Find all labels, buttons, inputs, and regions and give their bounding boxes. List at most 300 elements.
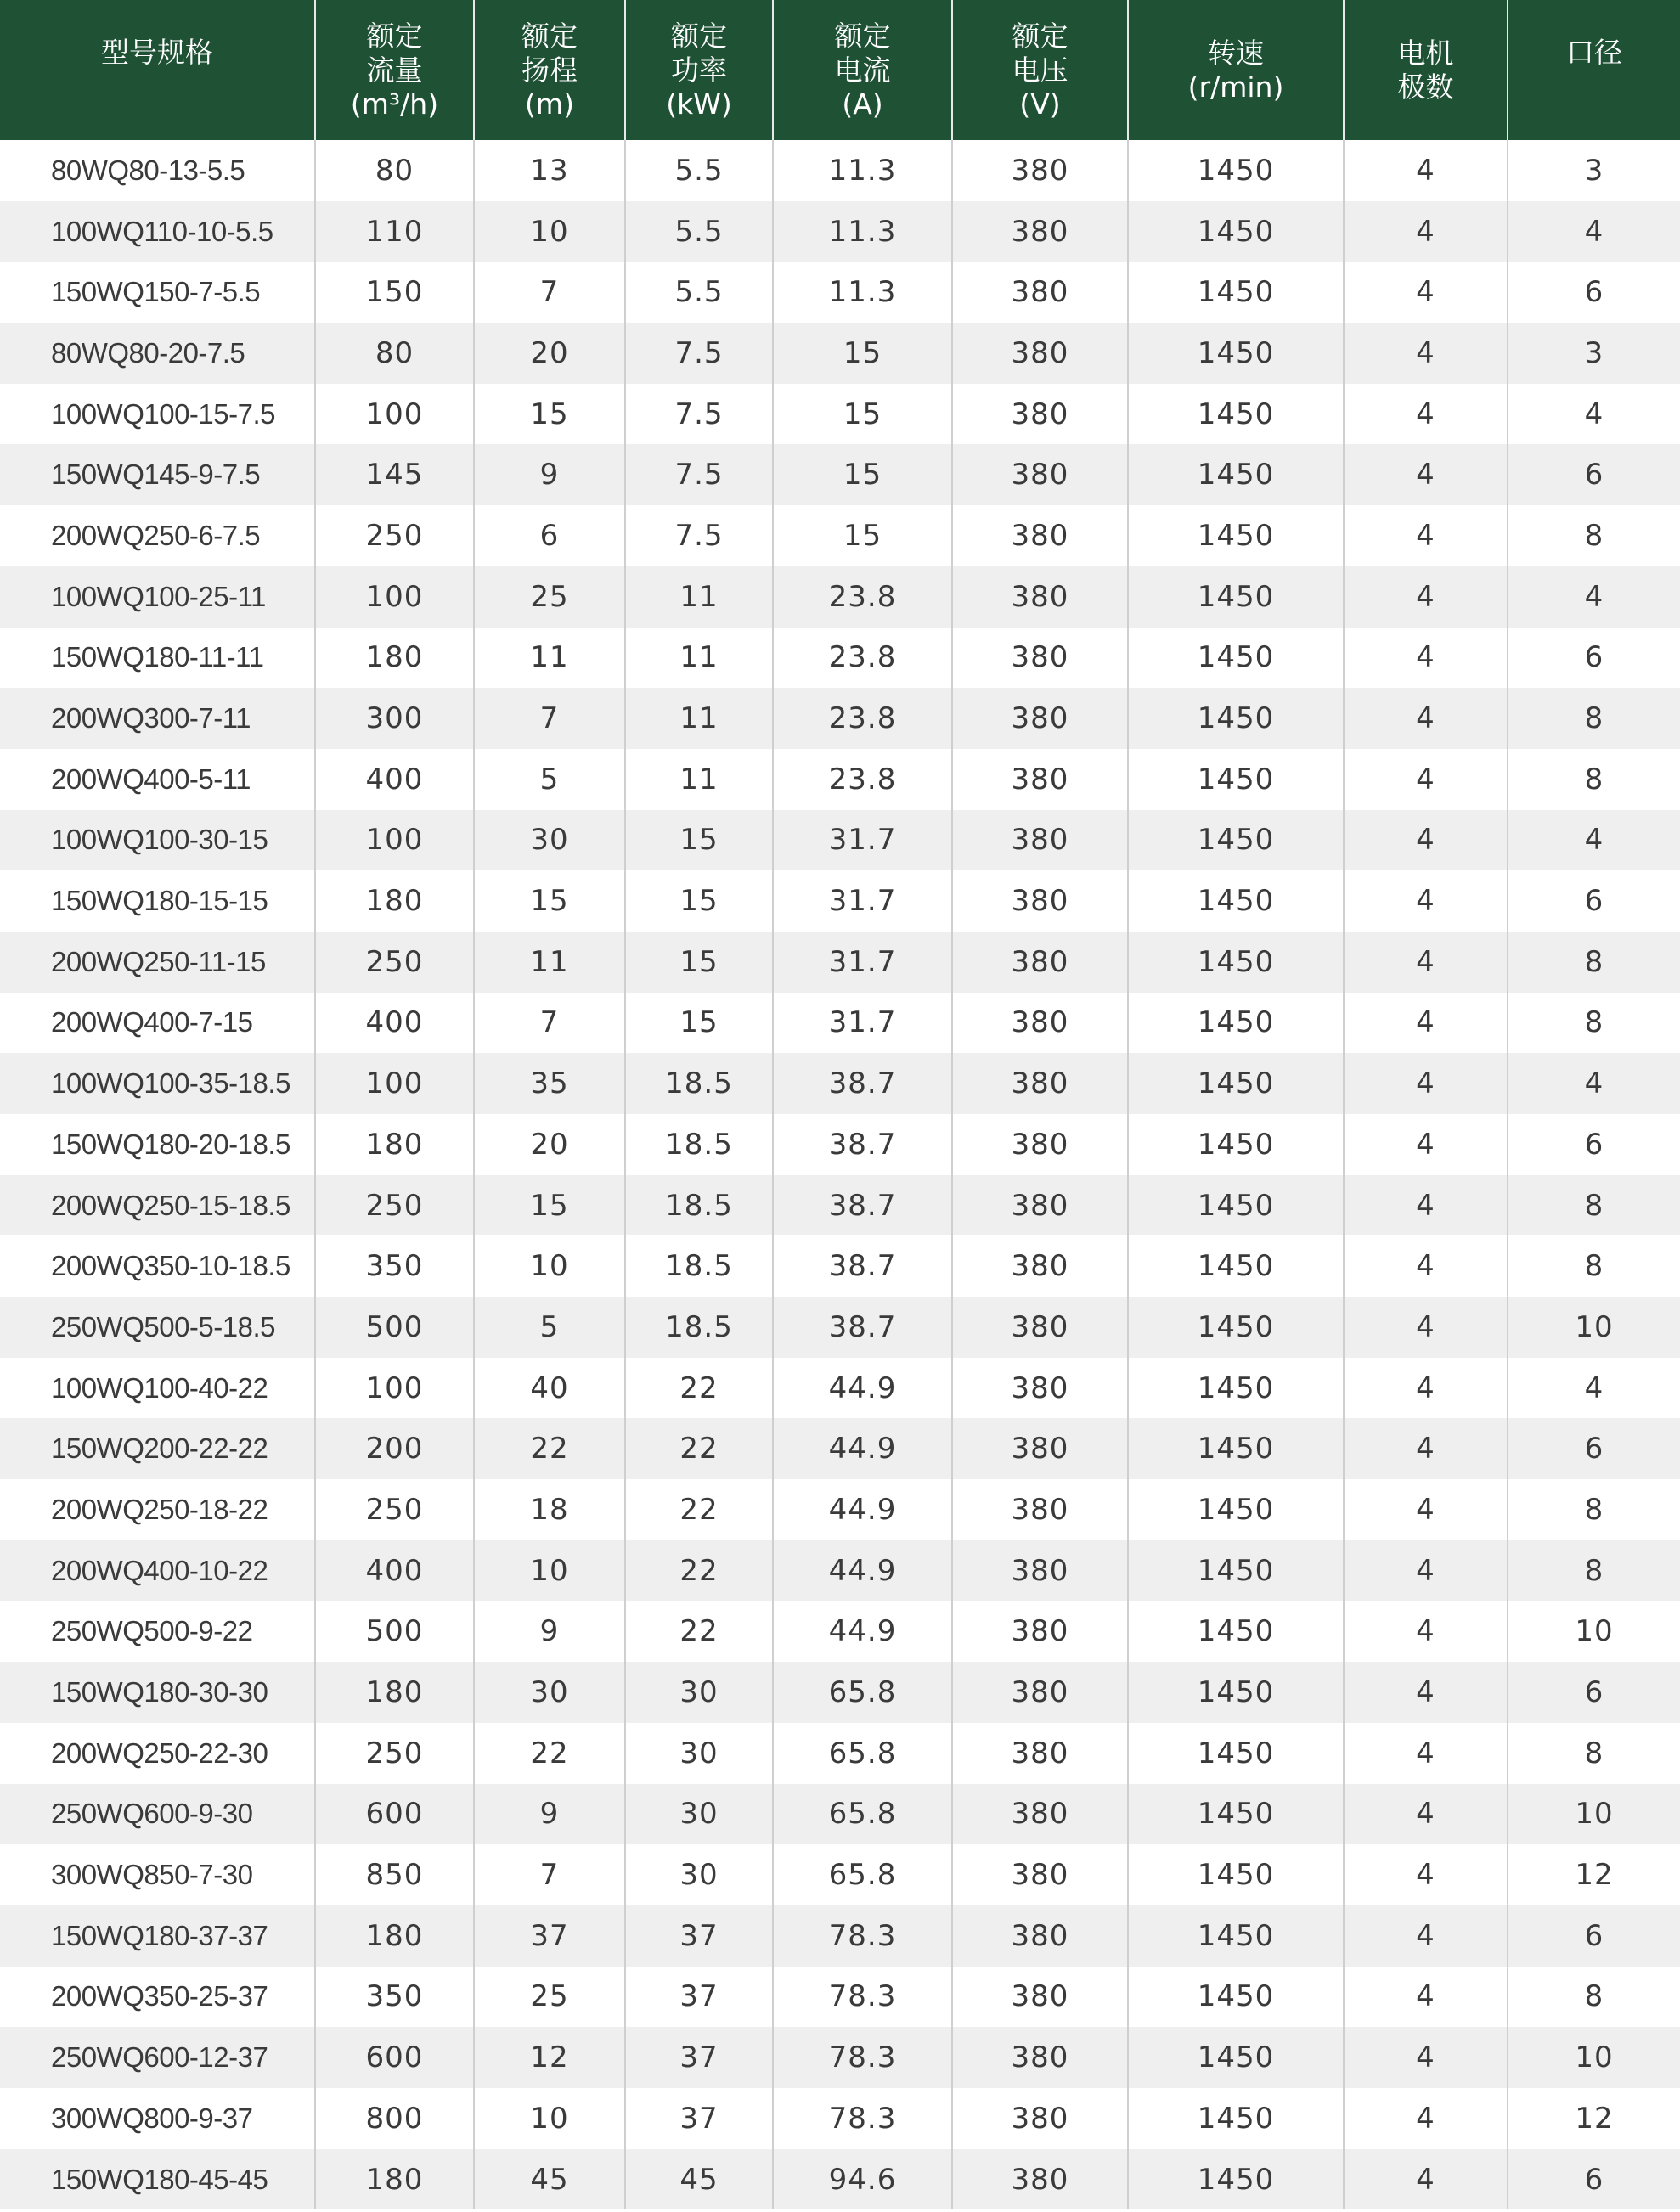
cell-voltage: 380: [952, 1784, 1128, 1845]
cell-power: 5.5: [625, 201, 773, 262]
table-row: [0, 505, 1680, 566]
cell-power: 37: [625, 2027, 773, 2088]
cell-model: 150WQ180-37-37: [0, 1905, 315, 1967]
header-model: [0, 0, 315, 140]
cell-diameter: 8: [1508, 1175, 1680, 1236]
header-label-line: 功率: [671, 53, 727, 87]
cell-model: 250WQ500-9-22: [0, 1601, 315, 1663]
cell-speed: 1450: [1128, 1418, 1344, 1479]
header-label-line: 扬程: [521, 53, 578, 87]
cell-model: 150WQ200-22-22: [0, 1418, 315, 1479]
cell-power: 11: [625, 749, 773, 810]
header-label-line: 额定: [521, 19, 578, 53]
cell-poles: 4: [1344, 1358, 1508, 1419]
cell-model: 250WQ500-5-18.5: [0, 1297, 315, 1358]
cell-voltage: 380: [952, 1723, 1128, 1784]
cell-poles: 4: [1344, 2088, 1508, 2149]
cell-poles: 4: [1344, 1723, 1508, 1784]
cell-voltage: 380: [952, 505, 1128, 566]
cell-power: 18.5: [625, 1053, 773, 1114]
cell-power: 30: [625, 1723, 773, 1784]
cell-power: 30: [625, 1784, 773, 1845]
cell-voltage: 380: [952, 1844, 1128, 1905]
cell-current: 38.7: [773, 1297, 952, 1358]
cell-voltage: 380: [952, 1235, 1128, 1297]
cell-flow: 800: [315, 2088, 474, 2149]
cell-speed: 1450: [1128, 628, 1344, 689]
cell-model: 150WQ180-20-18.5: [0, 1114, 315, 1175]
cell-flow: 400: [315, 993, 474, 1054]
cell-model: 100WQ100-30-15: [0, 810, 315, 871]
cell-speed: 1450: [1128, 201, 1344, 262]
cell-diameter: 8: [1508, 1479, 1680, 1540]
table-row: [0, 1235, 1680, 1297]
cell-head: 40: [474, 1358, 625, 1419]
cell-model: 80WQ80-20-7.5: [0, 323, 315, 384]
cell-speed: 1450: [1128, 1175, 1344, 1236]
cell-model: 100WQ110-10-5.5: [0, 201, 315, 262]
cell-poles: 4: [1344, 688, 1508, 749]
cell-poles: 4: [1344, 566, 1508, 628]
table-row: [0, 566, 1680, 628]
header-label-line: (A): [842, 87, 883, 121]
cell-flow: 180: [315, 1114, 474, 1175]
header-label-line: (m): [525, 87, 574, 121]
header-label-line: 流量: [366, 53, 423, 87]
cell-diameter: 4: [1508, 566, 1680, 628]
cell-speed: 1450: [1128, 140, 1344, 201]
table-row: [0, 2088, 1680, 2149]
cell-flow: 100: [315, 810, 474, 871]
cell-speed: 1450: [1128, 384, 1344, 445]
cell-current: 31.7: [773, 993, 952, 1054]
cell-speed: 1450: [1128, 810, 1344, 871]
cell-current: 44.9: [773, 1540, 952, 1601]
cell-diameter: 8: [1508, 1723, 1680, 1784]
header-rated-flow: [315, 0, 474, 140]
cell-flow: 180: [315, 628, 474, 689]
cell-voltage: 380: [952, 1967, 1128, 2028]
cell-speed: 1450: [1128, 1540, 1344, 1601]
cell-speed: 1450: [1128, 1297, 1344, 1358]
cell-current: 15: [773, 505, 952, 566]
cell-head: 10: [474, 201, 625, 262]
cell-head: 5: [474, 749, 625, 810]
cell-diameter: 12: [1508, 2088, 1680, 2149]
cell-flow: 150: [315, 262, 474, 323]
header-label-line: 电流: [834, 53, 891, 87]
cell-power: 18.5: [625, 1297, 773, 1358]
cell-head: 7: [474, 262, 625, 323]
cell-voltage: 380: [952, 444, 1128, 505]
cell-model: 100WQ100-35-18.5: [0, 1053, 315, 1114]
cell-poles: 4: [1344, 323, 1508, 384]
cell-voltage: 380: [952, 932, 1128, 993]
cell-speed: 1450: [1128, 1114, 1344, 1175]
cell-diameter: 4: [1508, 201, 1680, 262]
header-rated-current: [773, 0, 952, 140]
table-row: [0, 628, 1680, 689]
cell-poles: 4: [1344, 1601, 1508, 1663]
cell-flow: 180: [315, 870, 474, 932]
cell-voltage: 380: [952, 1601, 1128, 1663]
cell-flow: 400: [315, 749, 474, 810]
cell-head: 45: [474, 2149, 625, 2210]
cell-current: 94.6: [773, 2149, 952, 2210]
cell-current: 38.7: [773, 1235, 952, 1297]
cell-speed: 1450: [1128, 444, 1344, 505]
table-row: [0, 1053, 1680, 1114]
cell-poles: 4: [1344, 505, 1508, 566]
cell-head: 9: [474, 444, 625, 505]
cell-model: 200WQ250-18-22: [0, 1479, 315, 1540]
cell-voltage: 380: [952, 1662, 1128, 1723]
table-row: [0, 384, 1680, 445]
cell-current: 23.8: [773, 566, 952, 628]
header-rated-voltage: [952, 0, 1128, 140]
cell-voltage: 380: [952, 384, 1128, 445]
cell-voltage: 380: [952, 870, 1128, 932]
cell-poles: 4: [1344, 1297, 1508, 1358]
header-diameter: [1508, 0, 1680, 140]
cell-diameter: 8: [1508, 688, 1680, 749]
cell-head: 7: [474, 1844, 625, 1905]
cell-speed: 1450: [1128, 688, 1344, 749]
cell-head: 10: [474, 1235, 625, 1297]
cell-head: 7: [474, 688, 625, 749]
cell-diameter: 8: [1508, 1540, 1680, 1601]
cell-current: 78.3: [773, 1905, 952, 1967]
cell-model: 80WQ80-13-5.5: [0, 140, 315, 201]
cell-power: 22: [625, 1358, 773, 1419]
header-motor-poles: [1344, 0, 1508, 140]
cell-model: 250WQ600-12-37: [0, 2027, 315, 2088]
cell-power: 15: [625, 932, 773, 993]
cell-flow: 350: [315, 1235, 474, 1297]
cell-head: 7: [474, 993, 625, 1054]
cell-poles: 4: [1344, 810, 1508, 871]
table-row: [0, 1358, 1680, 1419]
cell-voltage: 380: [952, 201, 1128, 262]
cell-model: 300WQ800-9-37: [0, 2088, 315, 2149]
table-row: [0, 1114, 1680, 1175]
cell-voltage: 380: [952, 262, 1128, 323]
cell-head: 30: [474, 810, 625, 871]
cell-poles: 4: [1344, 384, 1508, 445]
cell-poles: 4: [1344, 1905, 1508, 1967]
cell-model: 200WQ250-22-30: [0, 1723, 315, 1784]
cell-head: 13: [474, 140, 625, 201]
table-row: [0, 2027, 1680, 2088]
cell-voltage: 380: [952, 2027, 1128, 2088]
cell-poles: 4: [1344, 1540, 1508, 1601]
cell-poles: 4: [1344, 1784, 1508, 1845]
cell-head: 10: [474, 1540, 625, 1601]
cell-poles: 4: [1344, 2149, 1508, 2210]
cell-poles: 4: [1344, 1418, 1508, 1479]
cell-model: 150WQ180-15-15: [0, 870, 315, 932]
cell-head: 30: [474, 1662, 625, 1723]
cell-speed: 1450: [1128, 2149, 1344, 2210]
cell-poles: 4: [1344, 1114, 1508, 1175]
header-label-line: (kW): [666, 87, 732, 121]
cell-flow: 80: [315, 323, 474, 384]
cell-speed: 1450: [1128, 1053, 1344, 1114]
cell-current: 23.8: [773, 688, 952, 749]
cell-head: 35: [474, 1053, 625, 1114]
cell-voltage: 380: [952, 566, 1128, 628]
header-label-line: 额定: [1012, 19, 1068, 53]
table-body: [0, 140, 1680, 2209]
cell-current: 15: [773, 384, 952, 445]
cell-flow: 250: [315, 1175, 474, 1236]
cell-power: 37: [625, 1967, 773, 2028]
cell-current: 31.7: [773, 870, 952, 932]
cell-model: 150WQ180-45-45: [0, 2149, 315, 2210]
cell-poles: 4: [1344, 1175, 1508, 1236]
cell-diameter: 6: [1508, 1662, 1680, 1723]
cell-power: 22: [625, 1418, 773, 1479]
table-row: [0, 140, 1680, 201]
cell-head: 25: [474, 1967, 625, 2028]
table-row: [0, 1844, 1680, 1905]
cell-poles: 4: [1344, 2027, 1508, 2088]
cell-diameter: 10: [1508, 1784, 1680, 1845]
cell-flow: 80: [315, 140, 474, 201]
cell-current: 11.3: [773, 262, 952, 323]
cell-model: 200WQ250-11-15: [0, 932, 315, 993]
cell-head: 22: [474, 1418, 625, 1479]
cell-poles: 4: [1344, 870, 1508, 932]
table-row: [0, 201, 1680, 262]
cell-head: 12: [474, 2027, 625, 2088]
table-row: [0, 262, 1680, 323]
cell-flow: 100: [315, 1053, 474, 1114]
table-row: [0, 749, 1680, 810]
table-row: [0, 993, 1680, 1054]
cell-model: 300WQ850-7-30: [0, 1844, 315, 1905]
cell-head: 18: [474, 1479, 625, 1540]
cell-power: 7.5: [625, 384, 773, 445]
cell-voltage: 380: [952, 1418, 1128, 1479]
cell-power: 15: [625, 993, 773, 1054]
cell-current: 38.7: [773, 1114, 952, 1175]
cell-voltage: 380: [952, 810, 1128, 871]
cell-head: 20: [474, 323, 625, 384]
cell-flow: 200: [315, 1418, 474, 1479]
cell-head: 15: [474, 870, 625, 932]
cell-power: 30: [625, 1844, 773, 1905]
cell-poles: 4: [1344, 444, 1508, 505]
cell-voltage: 380: [952, 1358, 1128, 1419]
cell-current: 31.7: [773, 810, 952, 871]
header-row: [0, 0, 1680, 140]
cell-flow: 500: [315, 1297, 474, 1358]
cell-model: 100WQ100-40-22: [0, 1358, 315, 1419]
cell-diameter: 12: [1508, 1844, 1680, 1905]
cell-current: 31.7: [773, 932, 952, 993]
cell-head: 9: [474, 1601, 625, 1663]
cell-head: 15: [474, 1175, 625, 1236]
cell-diameter: 6: [1508, 1114, 1680, 1175]
table-row: [0, 810, 1680, 871]
cell-head: 9: [474, 1784, 625, 1845]
header-label-line: (r/min): [1187, 70, 1284, 104]
cell-head: 11: [474, 628, 625, 689]
cell-model: 150WQ150-7-5.5: [0, 262, 315, 323]
header-label-line: (V): [1019, 87, 1061, 121]
cell-speed: 1450: [1128, 993, 1344, 1054]
cell-diameter: 10: [1508, 1601, 1680, 1663]
table-row: [0, 1297, 1680, 1358]
cell-head: 37: [474, 1905, 625, 1967]
cell-head: 10: [474, 2088, 625, 2149]
cell-diameter: 4: [1508, 1358, 1680, 1419]
cell-flow: 100: [315, 1358, 474, 1419]
table-row: [0, 2149, 1680, 2210]
table-row: [0, 1418, 1680, 1479]
cell-flow: 250: [315, 1479, 474, 1540]
cell-poles: 4: [1344, 1053, 1508, 1114]
cell-model: 200WQ250-6-7.5: [0, 505, 315, 566]
cell-voltage: 380: [952, 993, 1128, 1054]
header-rated-power: [625, 0, 773, 140]
cell-power: 5.5: [625, 140, 773, 201]
cell-power: 18.5: [625, 1114, 773, 1175]
cell-current: 44.9: [773, 1358, 952, 1419]
table-row: [0, 932, 1680, 993]
cell-current: 65.8: [773, 1844, 952, 1905]
table-row: [0, 1601, 1680, 1663]
cell-diameter: 8: [1508, 993, 1680, 1054]
cell-model: 200WQ300-7-11: [0, 688, 315, 749]
cell-head: 5: [474, 1297, 625, 1358]
cell-diameter: 10: [1508, 1297, 1680, 1358]
cell-diameter: 6: [1508, 870, 1680, 932]
cell-model: 150WQ180-30-30: [0, 1662, 315, 1723]
cell-head: 15: [474, 384, 625, 445]
cell-power: 30: [625, 1662, 773, 1723]
cell-current: 23.8: [773, 749, 952, 810]
cell-voltage: 380: [952, 1479, 1128, 1540]
cell-diameter: 10: [1508, 2027, 1680, 2088]
cell-diameter: 8: [1508, 749, 1680, 810]
cell-power: 5.5: [625, 262, 773, 323]
cell-current: 15: [773, 444, 952, 505]
cell-power: 18.5: [625, 1235, 773, 1297]
cell-speed: 1450: [1128, 1784, 1344, 1845]
cell-diameter: 3: [1508, 323, 1680, 384]
cell-voltage: 380: [952, 688, 1128, 749]
cell-speed: 1450: [1128, 1358, 1344, 1419]
header-speed: [1128, 0, 1344, 140]
cell-power: 15: [625, 870, 773, 932]
cell-flow: 180: [315, 1662, 474, 1723]
cell-speed: 1450: [1128, 566, 1344, 628]
cell-current: 65.8: [773, 1662, 952, 1723]
cell-head: 6: [474, 505, 625, 566]
cell-speed: 1450: [1128, 1601, 1344, 1663]
cell-flow: 145: [315, 444, 474, 505]
cell-voltage: 380: [952, 749, 1128, 810]
cell-voltage: 380: [952, 1114, 1128, 1175]
table-header: [0, 0, 1680, 140]
cell-model: 200WQ350-10-18.5: [0, 1235, 315, 1297]
cell-speed: 1450: [1128, 505, 1344, 566]
header-label-line: 型号规格: [101, 36, 213, 69]
cell-diameter: 6: [1508, 628, 1680, 689]
cell-head: 11: [474, 932, 625, 993]
header-label-line: 额定: [834, 19, 891, 53]
cell-voltage: 380: [952, 628, 1128, 689]
cell-current: 78.3: [773, 2088, 952, 2149]
cell-voltage: 380: [952, 1297, 1128, 1358]
header-label-line: (m³/h): [350, 87, 439, 121]
cell-model: 250WQ600-9-30: [0, 1784, 315, 1845]
table-row: [0, 1662, 1680, 1723]
cell-speed: 1450: [1128, 2088, 1344, 2149]
cell-power: 11: [625, 628, 773, 689]
cell-flow: 250: [315, 505, 474, 566]
cell-flow: 500: [315, 1601, 474, 1663]
cell-current: 44.9: [773, 1601, 952, 1663]
cell-diameter: 8: [1508, 505, 1680, 566]
cell-speed: 1450: [1128, 1844, 1344, 1905]
cell-poles: 4: [1344, 628, 1508, 689]
cell-voltage: 380: [952, 1175, 1128, 1236]
cell-power: 37: [625, 2088, 773, 2149]
cell-poles: 4: [1344, 1235, 1508, 1297]
cell-speed: 1450: [1128, 262, 1344, 323]
cell-model: 200WQ400-5-11: [0, 749, 315, 810]
cell-speed: 1450: [1128, 1235, 1344, 1297]
header-label-line: 电压: [1012, 53, 1068, 87]
cell-poles: 4: [1344, 932, 1508, 993]
cell-diameter: 6: [1508, 1905, 1680, 1967]
cell-flow: 350: [315, 1967, 474, 2028]
table-row: [0, 870, 1680, 932]
cell-current: 23.8: [773, 628, 952, 689]
cell-current: 15: [773, 323, 952, 384]
cell-poles: 4: [1344, 140, 1508, 201]
cell-model: 150WQ180-11-11: [0, 628, 315, 689]
cell-flow: 400: [315, 1540, 474, 1601]
cell-diameter: 4: [1508, 810, 1680, 871]
cell-poles: 4: [1344, 1662, 1508, 1723]
cell-speed: 1450: [1128, 932, 1344, 993]
cell-power: 37: [625, 1905, 773, 1967]
cell-current: 44.9: [773, 1479, 952, 1540]
cell-diameter: 6: [1508, 262, 1680, 323]
table-row: [0, 1784, 1680, 1845]
header-rated-head: [474, 0, 625, 140]
cell-model: 200WQ400-7-15: [0, 993, 315, 1054]
cell-diameter: 8: [1508, 1967, 1680, 2028]
cell-model: 200WQ400-10-22: [0, 1540, 315, 1601]
cell-poles: 4: [1344, 993, 1508, 1054]
cell-current: 65.8: [773, 1723, 952, 1784]
cell-head: 20: [474, 1114, 625, 1175]
cell-power: 11: [625, 688, 773, 749]
cell-speed: 1450: [1128, 749, 1344, 810]
cell-power: 22: [625, 1479, 773, 1540]
cell-poles: 4: [1344, 262, 1508, 323]
header-label-line: 额定: [366, 19, 423, 53]
table-row: [0, 1967, 1680, 2028]
header-label-line: 极数: [1397, 70, 1454, 104]
cell-current: 11.3: [773, 201, 952, 262]
cell-current: 11.3: [773, 140, 952, 201]
